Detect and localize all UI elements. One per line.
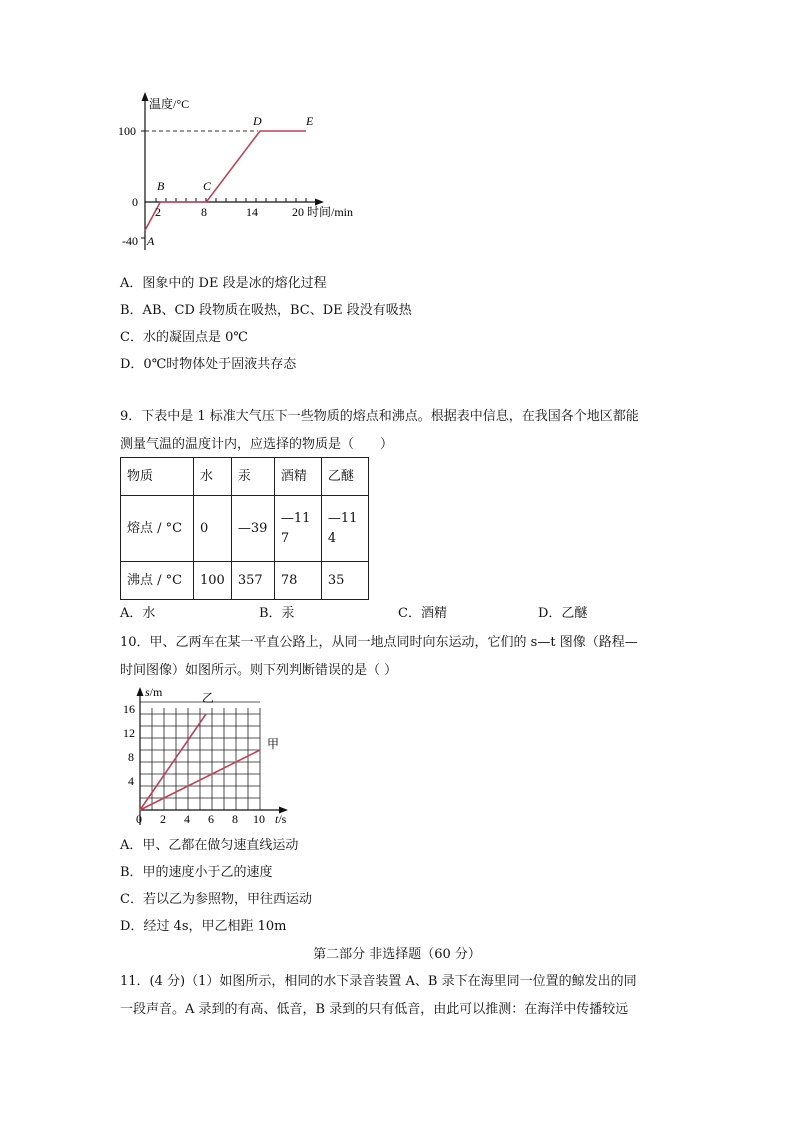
q8-option-b: B．AB、CD 段物质在吸热，BC、DE 段没有吸热 <box>120 303 412 318</box>
x-tick-0: 0 <box>136 812 142 825</box>
x-tick-14: 14 <box>246 205 258 219</box>
table-row-melting <box>121 496 369 562</box>
table-cell: 78 <box>274 562 321 600</box>
point-label-a: A <box>147 234 155 248</box>
q9-stem-line1: 9．下表中是 1 标准大气压下一些物质的熔点和沸点。根据表中信息，在我国各个地区都能 <box>120 409 639 424</box>
grid <box>140 702 260 810</box>
series-label-jia: 甲 <box>267 737 280 751</box>
table-cell: 汞 <box>231 458 274 496</box>
y-tick-neg40: -40 <box>122 234 138 248</box>
x-tick-10: 10 <box>253 812 265 825</box>
table-cell: 357 <box>231 562 274 600</box>
q10-option-b: B．甲的速度小于乙的速度 <box>120 865 273 880</box>
x-tick-2: 2 <box>160 812 166 825</box>
x-tick-6: 6 <box>208 812 214 825</box>
table-cell: 酒精 <box>274 458 321 496</box>
table-cell: 沸点 / °C <box>121 562 194 600</box>
table-cell: 熔点 / °C <box>121 496 194 562</box>
table-cell: 35 <box>321 562 368 600</box>
q8-option-d: D．0℃时物体处于固液共存态 <box>120 357 297 372</box>
x-tick-4: 4 <box>184 812 190 825</box>
point-label-c: C <box>203 179 212 193</box>
x-axis-label: 时间/min <box>307 205 354 219</box>
q9-option-c: C．酒精 <box>398 606 447 621</box>
table-cell: 物质 <box>121 458 194 496</box>
y-tick-100: 100 <box>118 124 136 138</box>
q11-stem-line2: 一段声音。A 录到的有高、低音，B 录到的只有低音，由此可以推测：在海洋中传播较远 <box>120 1002 629 1017</box>
point-label-d: D <box>253 114 262 128</box>
q10-option-d: D．经过 4s，甲乙相距 10m <box>120 919 287 934</box>
temperature-time-chart <box>0 0 794 260</box>
q10-stem-line1: 10．甲、乙两车在某一平直公路上，从同一地点同时向东运动，它们的 s—t 图像（路程— <box>120 635 638 650</box>
temperature-curve <box>145 131 306 230</box>
y-tick-8: 8 <box>128 750 134 764</box>
y-axis-label: 温度/°C <box>149 97 190 111</box>
q11-stem-line1: 11．(4 分)（1）如图所示，相同的水下录音装置 A、B 录下在海里同一位置的鲸发出的同 <box>120 974 637 989</box>
point-label-e: E <box>306 114 314 128</box>
properties-table <box>120 457 369 600</box>
y-tick-0: 0 <box>132 195 138 209</box>
q9-stem-line2: 测量气温的温度计内，应选择的物质是（ ） <box>120 437 394 452</box>
q10-option-c: C．若以乙为参照物，甲往西运动 <box>120 892 312 907</box>
table-row-boiling <box>121 562 369 600</box>
x-tick-8: 8 <box>201 205 207 219</box>
q8-option-a: A．图象中的 DE 段是冰的熔化过程 <box>120 276 327 291</box>
q8-option-c: C．水的凝固点是 0℃ <box>120 330 248 345</box>
x-tick-8: 8 <box>232 812 238 825</box>
table-header-row <box>121 458 369 496</box>
table-cell: 水 <box>194 458 232 496</box>
y-tick-4: 4 <box>128 774 134 788</box>
x-tick-2: 2 <box>155 205 161 219</box>
table-cell: 100 <box>194 562 232 600</box>
table-cell: —11 7 <box>274 496 321 562</box>
x-axis-label: t/s <box>275 812 287 825</box>
y-tick-16: 16 <box>123 702 135 716</box>
y-axis-label: s/m <box>145 685 163 699</box>
q10-option-a: A．甲、乙都在做匀速直线运动 <box>120 838 299 853</box>
y-axis-arrow <box>142 92 149 101</box>
table-cell: —39 <box>231 496 274 562</box>
distance-time-chart <box>0 680 794 825</box>
x-tick-20: 20 <box>292 205 304 219</box>
q9-option-b: B．汞 <box>259 606 295 621</box>
q10-stem-line2: 时间图像）如图所示。则下列判断错误的是（ ） <box>120 663 398 678</box>
point-label-b: B <box>157 179 165 193</box>
q9-option-a: A．水 <box>120 606 156 621</box>
part2-heading: 第二部分 非选择题（60 分） <box>313 947 481 962</box>
table-cell: —11 4 <box>321 496 368 562</box>
series-label-yi: 乙 <box>202 691 215 705</box>
table-cell: 0 <box>194 496 232 562</box>
y-axis-arrow <box>137 687 144 696</box>
table-cell: 乙醚 <box>321 458 368 496</box>
y-tick-12: 12 <box>123 726 135 740</box>
q9-option-d: D．乙醚 <box>538 606 588 621</box>
